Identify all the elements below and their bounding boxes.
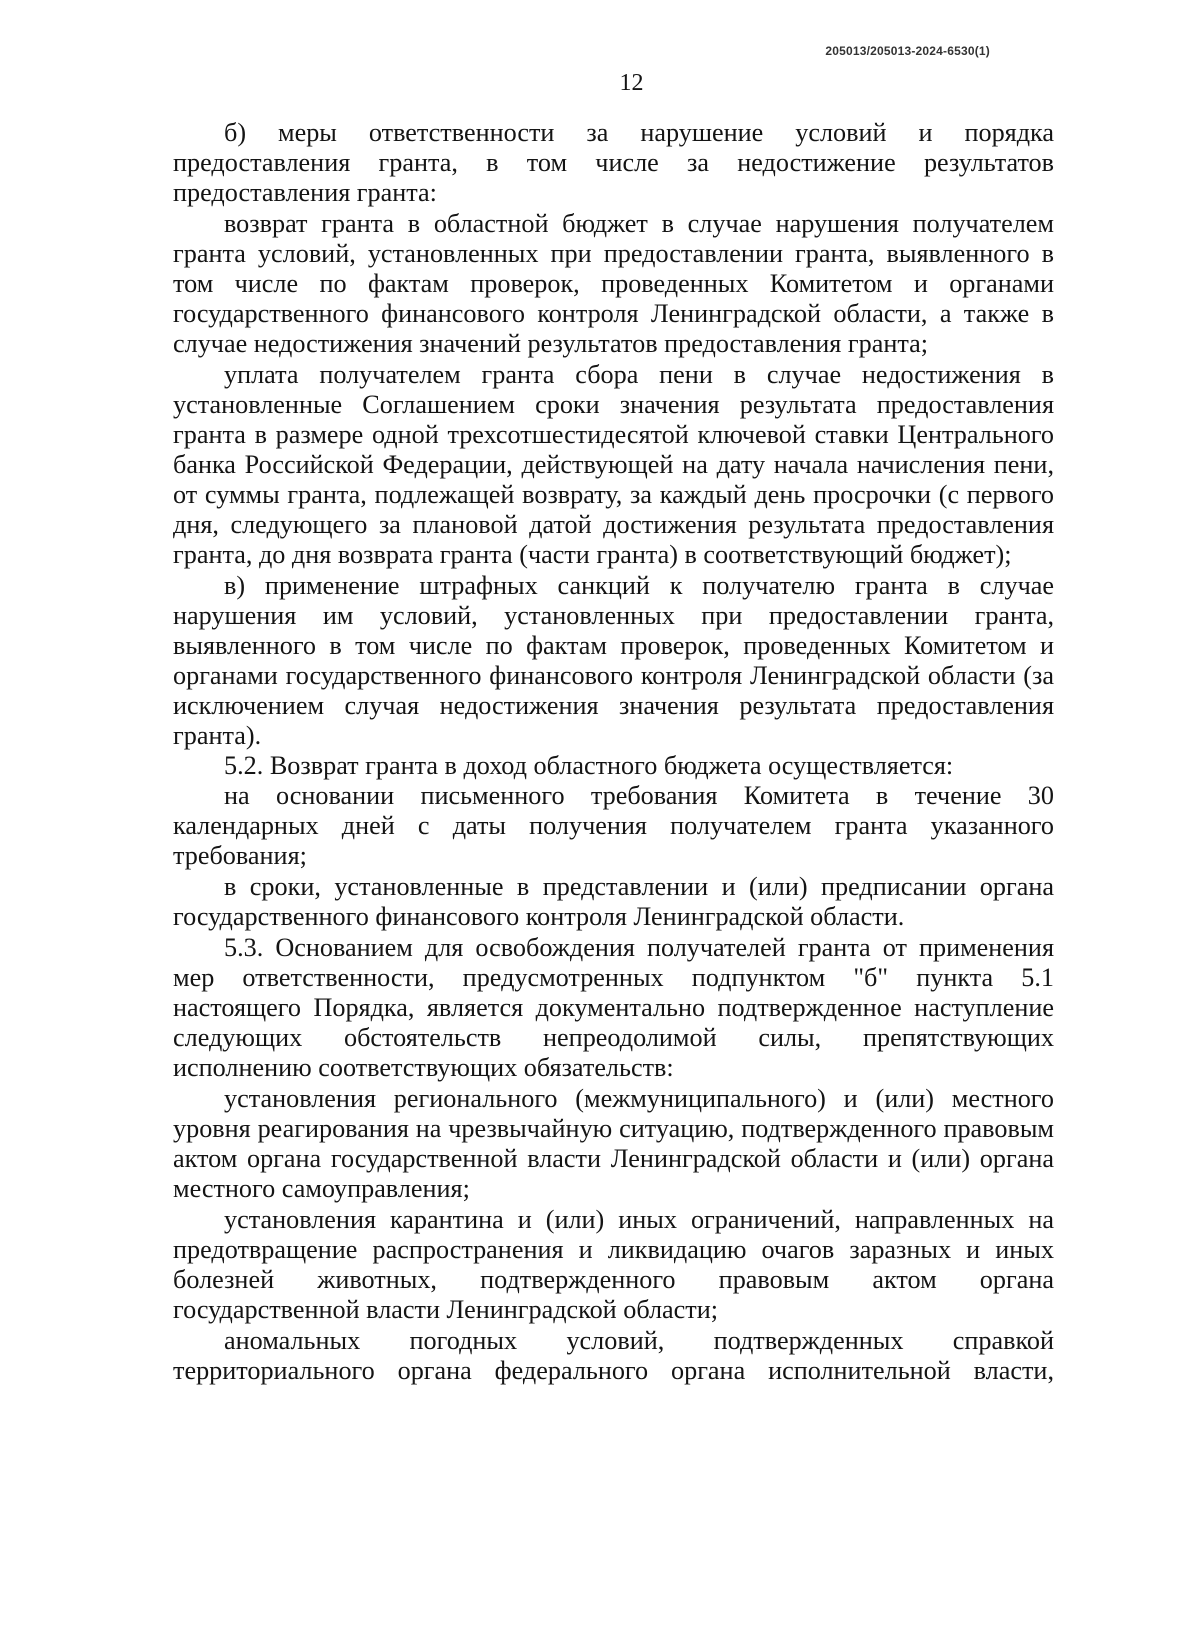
document-registration-number: 205013/205013-2024-6530(1) <box>825 44 990 58</box>
paragraph-quarantine: установления карантина и (или) иных ограничений, направленных на предотвращение распространения и ликвидацию очагов заразных и иных болезней животных, подтвержденного правовым актом органа государственной власти Ленинградской области; <box>173 1205 1054 1324</box>
paragraph-5-3: 5.3. Основанием для освобождения получателей гранта от применения мер ответственности, предусмотренных подпунктом "б" пункта 5.1 настоящего Порядка, является документально подтвержденное наступление следующих обстоятельств непреодолимой силы, препятствующих исполнению соответствующих обязательств: <box>173 933 1054 1082</box>
paragraph-written-request: на основании письменного требования Комитета в течение 30 календарных дней с даты получения получателем гранта указанного требования; <box>173 781 1054 870</box>
paragraph-liability-measures: б) меры ответственности за нарушение условий и порядка предоставления гранта, в том числе за недостижение результатов предоставления гранта: <box>173 118 1054 207</box>
paragraph-weather: аномальных погодных условий, подтвержденных справкой территориального органа федерального органа исполнительной власти, <box>173 1326 1054 1385</box>
paragraph-5-2: 5.2. Возврат гранта в доход областного бюджета осуществляется: <box>224 751 954 780</box>
paragraph-emergency: установления регионального (межмуниципального) и (или) местного уровня реагирования на чрезвычайную ситуацию, подтвержденного правовым актом органа государственной власти Ленинградской области и (или) органа местного самоуправления; <box>173 1084 1054 1203</box>
paragraph-control-order: в сроки, установленные в представлении и (или) предписании органа государственного финансового контроля Ленинградской области. <box>173 872 1054 931</box>
paragraph-fines: в) применение штрафных санкций к получателю гранта в случае нарушения им условий, установленных при предоставлении гранта, выявленного в том числе по фактам проверок, проведенных Комитетом и органами государственного финансового контроля Ленинградской области (за исключением случая недостижения значения результата предоставления гранта). <box>173 571 1054 750</box>
paragraph-penalty-payment: уплата получателем гранта сбора пени в случае недостижения в установленные Соглашением сроки значения результата предоставления гранта в размере одной трехсотшестидесятой ключевой ставки Центрального банка Российской Федерации, действующей на дату начала начисления пени, от суммы гранта, подлежащей возврату, за каждый день просрочки (с первого дня, следующего за плановой датой достижения результата предоставления гранта, до дня возврата гранта (части гранта) в соответствующий бюджет); <box>173 360 1054 569</box>
document-body <box>173 118 1054 1386</box>
page-number: 12 <box>619 70 644 96</box>
paragraph-grant-return: возврат гранта в областной бюджет в случае нарушения получателем гранта условий, установленных при предоставлении гранта, выявленного в том числе по фактам проверок, проведенных Комитетом и органами государственного финансового контроля Ленинградской области, а также в случае недостижения значений результатов предоставления гранта; <box>173 209 1054 358</box>
